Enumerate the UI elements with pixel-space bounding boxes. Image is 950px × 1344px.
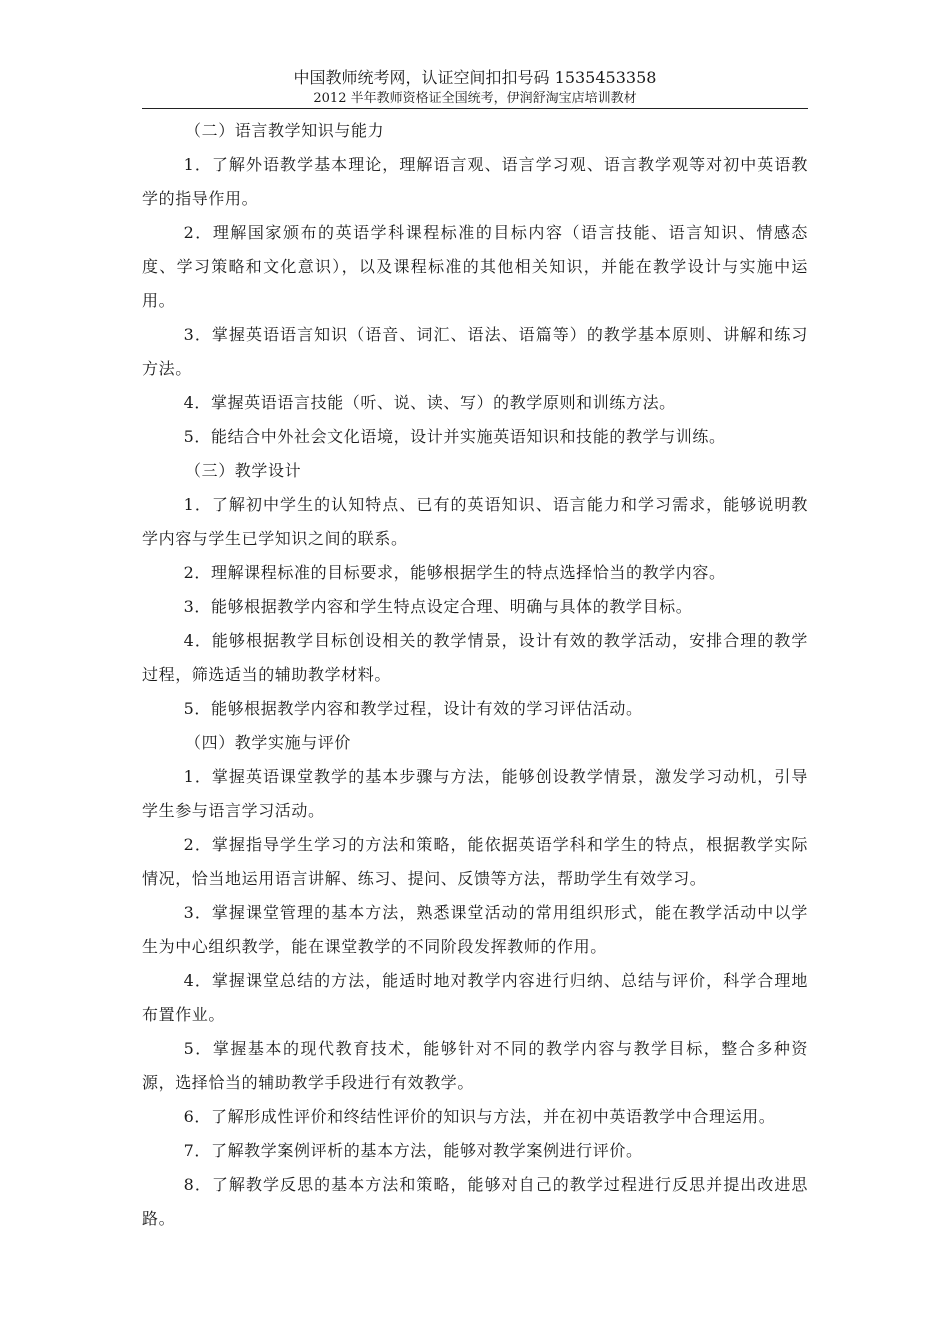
list-item: 4．能够根据教学目标创设相关的教学情景，设计有效的教学活动，安排合理的教学过程，筛选适当的辅助教学材料。 xyxy=(142,631,808,684)
list-item: 7．了解教学案例评析的基本方法，能够对教学案例进行评价。 xyxy=(183,1141,643,1160)
list-item: 4．掌握课堂总结的方法，能适时地对教学内容进行归纳、总结与评价，科学合理地布置作业。 xyxy=(142,971,808,1024)
list-item: 3．掌握课堂管理的基本方法，熟悉课堂活动的常用组织形式，能在教学活动中以学生为中心组织教学，能在课堂教学的不同阶段发挥教师的作用。 xyxy=(142,903,808,956)
list-item: 3．能够根据教学内容和学生特点设定合理、明确与具体的教学目标。 xyxy=(183,597,693,616)
header-title: 中国教师统考网，认证空间扣扣号码 1535453358 xyxy=(293,68,657,87)
header-subtitle: 2012 半年教师资格证全国统考，伊润舒淘宝店培训教材 xyxy=(313,91,637,106)
list-item: 1．了解外语教学基本理论，理解语言观、语言学习观、语言教学观等对初中英语教学的指导作用。 xyxy=(142,155,808,208)
section-language-teaching xyxy=(142,114,808,454)
list-item: 2．理解国家颁布的英语学科课程标准的目标内容（语言技能、语言知识、情感态度、学习策略和文化意识），以及课程标准的其他相关知识，并能在教学设计与实施中运用。 xyxy=(142,223,808,310)
list-item: 6．了解形成性评价和终结性评价的知识与方法，并在初中英语教学中合理运用。 xyxy=(183,1107,776,1126)
list-item: 1．掌握英语课堂教学的基本步骤与方法，能够创设教学情景，激发学习动机，引导学生参与语言学习活动。 xyxy=(142,767,808,820)
list-item: 3．掌握英语语言知识（语音、词汇、语法、语篇等）的教学基本原则、讲解和练习方法。 xyxy=(142,325,808,378)
list-item: 2．理解课程标准的目标要求，能够根据学生的特点选择恰当的教学内容。 xyxy=(183,563,726,582)
list-item: 1．了解初中学生的认知特点、已有的英语知识、语言能力和学习需求，能够说明教学内容与学生已学知识之间的联系。 xyxy=(142,495,808,548)
list-item: 8．了解教学反思的基本方法和策略，能够对自己的教学过程进行反思并提出改进思路。 xyxy=(142,1175,808,1228)
list-item: 5．掌握基本的现代教育技术，能够针对不同的教学内容与教学目标，整合多种资源，选择恰当的辅助教学手段进行有效教学。 xyxy=(142,1039,808,1092)
section-title: （四）教学实施与评价 xyxy=(185,733,352,752)
list-item: 4．掌握英语语言技能（听、说、读、写）的教学原则和训练方法。 xyxy=(183,393,676,412)
list-item: 5．能结合中外社会文化语境，设计并实施英语知识和技能的教学与训练。 xyxy=(183,427,726,446)
section-teaching-implementation xyxy=(142,726,808,1236)
document-body xyxy=(142,114,808,1236)
section-title: （二）语言教学知识与能力 xyxy=(185,121,385,140)
section-teaching-design xyxy=(142,454,808,726)
section-title: （三）教学设计 xyxy=(185,461,302,480)
list-item: 2．掌握指导学生学习的方法和策略，能依据英语学科和学生的特点，根据教学实际情况，恰当地运用语言讲解、练习、提问、反馈等方法，帮助学生有效学习。 xyxy=(142,835,808,888)
list-item: 5．能够根据教学内容和教学过程，设计有效的学习评估活动。 xyxy=(183,699,643,718)
page-header xyxy=(142,66,808,109)
